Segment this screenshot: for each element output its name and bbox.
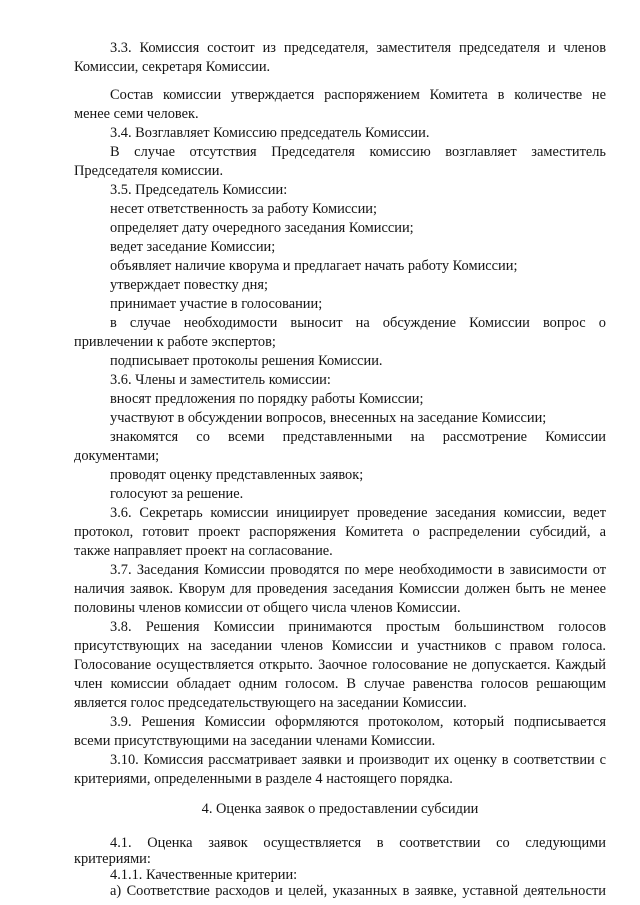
text-line: В случае отсутствия Председателя комиссию возглавляет заместитель bbox=[110, 144, 606, 160]
text-line: критериями, определенными в разделе 4 настоящего порядка. bbox=[74, 771, 453, 787]
text-line: участвуют в обсуждении вопросов, внесенных на заседание Комиссии; bbox=[110, 410, 547, 426]
text-line: 3.6. Секретарь комиссии инициирует проведение заседания комиссии, ведет bbox=[110, 505, 606, 521]
text-line: 4.1. Оценка заявок осуществляется в соответствии со следующими bbox=[110, 835, 606, 851]
text-line: 3.8. Решения Комиссии принимаются простым большинством голосов bbox=[110, 619, 606, 635]
text-line: ведет заседание Комиссии; bbox=[110, 239, 276, 255]
text-line: 3.7. Заседания Комиссии проводятся по мере необходимости в зависимости от bbox=[110, 562, 606, 578]
text-line: является голос председательствующего на заседании Комиссии. bbox=[74, 695, 467, 711]
text-line: присутствующих на заседании членов Комиссии и участников с правом голоса. bbox=[74, 638, 606, 654]
text-line: всеми присутствующими на заседании членами Комиссии. bbox=[74, 733, 436, 749]
text-line: объявляет наличие кворума и предлагает начать работу Комиссии; bbox=[110, 258, 518, 274]
text-line: вносят предложения по порядку работы Комиссии; bbox=[110, 391, 424, 407]
text-line: знакомятся со всеми представленными на рассмотрение Комиссии bbox=[110, 429, 606, 445]
text-line: Голосование осуществляется открыто. Заочное голосование не допускается. Каждый bbox=[74, 657, 606, 673]
text-line: 3.6. Члены и заместитель комиссии: bbox=[110, 372, 331, 388]
text-line: принимает участие в голосовании; bbox=[110, 296, 323, 312]
text-line: определяет дату очередного заседания Комиссии; bbox=[110, 220, 414, 236]
text-line: 3.4. Возглавляет Комиссию председатель Комиссии. bbox=[110, 125, 430, 141]
text-line: а) Соответствие расходов и целей, указанных в заявке, уставной деятельности bbox=[110, 883, 606, 899]
text-line: наличия заявок. Кворум для проведения заседания Комиссии должен быть не менее bbox=[74, 581, 606, 597]
text-line: Председателя комиссии. bbox=[74, 163, 224, 179]
text-line: также направляет проект на согласование. bbox=[74, 543, 333, 559]
text-line: 4.1.1. Качественные критерии: bbox=[110, 867, 298, 883]
text-line: утверждает повестку дня; bbox=[110, 277, 268, 293]
text-line: 3.5. Председатель Комиссии: bbox=[110, 182, 288, 198]
section-heading: 4. Оценка заявок о предоставлении субсидии bbox=[201, 801, 479, 817]
text-line: менее семи человек. bbox=[74, 106, 199, 122]
text-line: член комиссии обладает одним голосом. В случае равенства голосов решающим bbox=[74, 676, 606, 692]
text-line: 3.3. Комиссия состоит из председателя, заместителя председателя и членов bbox=[110, 40, 606, 56]
text-line: проводят оценку представленных заявок; bbox=[110, 467, 364, 483]
text-line: документами; bbox=[74, 448, 160, 464]
text-line: половины членов комиссии от общего числа членов Комиссии. bbox=[74, 600, 461, 616]
text-line: подписывает протоколы решения Комиссии. bbox=[110, 353, 383, 369]
text-line: привлечении к работе экспертов; bbox=[74, 334, 276, 350]
text-line: несет ответственность за работу Комиссии; bbox=[110, 201, 377, 217]
text-line: голосуют за решение. bbox=[110, 486, 244, 502]
text-line: Состав комиссии утверждается распоряжением Комитета в количестве не bbox=[110, 87, 606, 103]
text-line: Комиссии, секретаря Комиссии. bbox=[74, 59, 271, 75]
text-line: 3.10. Комиссия рассматривает заявки и производит их оценку в соответствии с bbox=[110, 752, 606, 768]
text-line: 3.9. Решения Комиссии оформляются протоколом, который подписывается bbox=[110, 714, 606, 730]
text-line: в случае необходимости выносит на обсуждение Комиссии вопрос о bbox=[110, 315, 606, 331]
text-line: критериями: bbox=[74, 851, 151, 867]
text-line: протокол, готовит проект распоряжения Комитета о распределении субсидий, а bbox=[74, 524, 606, 540]
